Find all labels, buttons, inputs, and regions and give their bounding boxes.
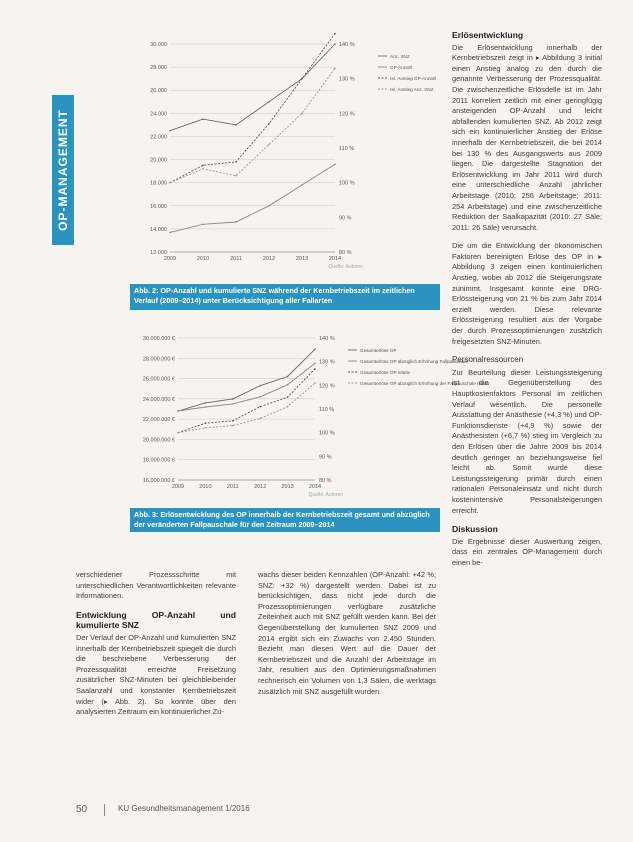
data-point <box>205 422 207 424</box>
y-tick-label: 18.000 <box>150 180 167 187</box>
text-column-right <box>452 30 602 800</box>
data-point <box>232 403 234 405</box>
y2-tick-label: 140 % <box>339 42 355 48</box>
y-tick-label: 20.000.000 € <box>142 437 175 444</box>
data-point <box>287 396 289 398</box>
y-tick-label: 26.000.000 € <box>142 376 175 383</box>
data-point <box>301 184 303 186</box>
section-tab: OP-MANAGEMENT <box>52 95 74 245</box>
legend-entry: Gesamterlöse OP abzüglich Erhöhung der Fallpauschale relativ <box>360 381 490 386</box>
page-number: 50 <box>76 804 88 815</box>
x-tick-label: 2014 <box>328 256 342 262</box>
y-tick-label: 18.000.000 € <box>142 457 175 464</box>
x-tick-label: 2014 <box>308 484 322 490</box>
data-point <box>301 113 303 115</box>
y-tick-label: 16.000 <box>150 203 167 210</box>
y-tick-label: 24.000.000 € <box>142 396 175 403</box>
paragraph: Die Ergebnisse dieser Auswertung zeigen, dass ein zentrales OP-Management durch einen be- <box>452 536 602 567</box>
y-tick-label: 16.000.000 € <box>142 478 175 484</box>
data-point <box>259 406 261 408</box>
series-line-2 <box>170 164 335 232</box>
data-point <box>202 223 204 225</box>
data-point <box>177 410 179 412</box>
y2-tick-label: 130 % <box>319 359 335 366</box>
paragraph: Die um die Entwicklung der ökonomischen Faktoren bereinigten Erlöse des OP in ▸ Abbildung 3 zeigen einen kontinuierlichen Anstieg, wobei ab 2012 die Steigerungsrate zunimmt. Insgesamt konnte eine DRG-Erlössteigerung von 21 % bis zum Jahr 2014 erzielt werden. Diese relevante Erlössteigerung resultiert aus der Vorgabe der durch Prozessoptimierungen zusätzlich freigesetzten SNZ-Minuten. <box>452 241 602 346</box>
y2-tick-label: 100 % <box>339 180 355 187</box>
figure-caption-3: Abb. 3: Erlösentwicklung des OP innerhalb der Kernbetriebszeit gesamt und abzüglich der veränderten Fallpauschale für den Zeitraum 2009–2014 <box>130 508 440 532</box>
data-point <box>202 118 204 120</box>
data-point <box>259 396 261 398</box>
data-point <box>169 232 171 234</box>
x-tick-label: 2012 <box>254 484 267 490</box>
series-line-2 <box>178 363 315 411</box>
legend-entry: Gesamterlöse OP abzüglich Erhöhung Fallpauschale <box>360 359 468 364</box>
data-point <box>232 420 234 422</box>
data-point <box>235 124 237 126</box>
y-tick-label: 30.000 <box>150 42 167 48</box>
figure-caption-2: Abb. 2: OP-Anzahl und kumulierte SNZ während der Kernbetriebszeit im zeitlichen Verlauf (2009–2014) unter Berücksichtigung aller Fallarten <box>130 284 440 310</box>
data-point <box>202 168 204 170</box>
x-tick-label: 2012 <box>262 256 276 262</box>
data-point <box>169 182 171 184</box>
y-tick-label: 28.000.000 € <box>142 356 175 363</box>
data-point <box>314 363 316 365</box>
section-heading: Diskussion <box>452 524 498 535</box>
paragraph: Die Erlösentwicklung innerhalb der Kernbetriebszeit zeigt in ▸ Abbildung 3 initial einen Anstieg analog zu den durch die genannte Verbesserung der Prozessqualität. Die zwischenzeitliche Erlösdelle ist im Jahr 2011 korreliert zeitlich mit einer geringfügig ansteigenden OP-Anzahl und leicht abfallenden kumulierten SNZ. Ab 2012 zeigt sich ein kontinuierlicher Anstieg der Erlöse innerhalb der Kernbetriebszeit, die bei 2014 bei 130 % des Ausgangswerts aus 2009 liegen. Die dargestellte Stagnation der Erlösentwicklung im Jahr 2011 wird durch eine unterschiedliche Anzahl jährlicher Arbeitstage (2010: 256 Arbeitstage; 2011: 254 Arbeitstage) und eine zwischenzeitliche Reduktion der Saalkapazität (2010: 27 Säle; 2011: 26 Säle) verursacht. <box>452 42 602 232</box>
source-note: Quelle: Autoren <box>308 492 343 498</box>
legend-entry: OP-Anzahl <box>390 65 413 70</box>
legend-entry: Gesamterlöse OP relativ <box>360 370 410 375</box>
x-tick-label: 2010 <box>196 256 210 262</box>
y2-tick-label: 110 % <box>339 146 355 152</box>
y-tick-label: 12.000 <box>150 250 167 256</box>
paragraph: Zur Beurteilung dieser Leistungssteigerung ist die Gegenüberstellung des Hauptkostenfaktors Personal im zeitlichen Verlauf wesentlich. Die personelle Ausstattung der Anästhesie (+4,3 %) und OP-Funktionsdienste (+4,9 %) sowie der Anästhesisten (+6,7 %) stieg im Vergleich zu den Erlösen über die Jahre 2009 bis 2014 deutlich geringer an beziehungsweise fiel leicht ab. Somit wurde diese Leistungssteigerung primär durch einen rationalen Personaleinsatz und nicht durch kostenintensive Personalsteigerungen erreicht. <box>452 367 602 515</box>
footer-divider <box>104 804 105 816</box>
x-tick-label: 2013 <box>295 256 309 262</box>
data-point <box>268 205 270 207</box>
legend-entry: rel. Anstieg Anz. SNZ <box>390 87 434 92</box>
data-point <box>169 130 171 132</box>
paragraph: verschiedener Prozessschritte mit unterschiedlichen Verantwortlichkeiten relevante Informationen. <box>76 570 236 601</box>
data-point <box>334 67 336 69</box>
y2-tick-label: 120 % <box>339 111 355 118</box>
legend-entry: Anz. SNZ <box>390 54 410 59</box>
data-point <box>301 78 303 80</box>
data-point <box>334 33 336 35</box>
y2-tick-label: 80 % <box>319 478 332 484</box>
journal-name: KU Gesundheitsmanagement 1/2016 <box>118 804 250 813</box>
y-tick-label: 30.000.000 € <box>142 336 175 342</box>
y-tick-label: 22.000.000 € <box>142 417 175 424</box>
section-heading: Erlösentwicklung <box>452 30 524 40</box>
y2-tick-label: 100 % <box>319 430 335 437</box>
y-tick-label: 14.000 <box>150 226 167 233</box>
x-tick-label: 2009 <box>163 256 177 262</box>
legend-entry: Gesamterlöse OP <box>360 348 397 353</box>
data-point <box>202 165 204 167</box>
data-point <box>235 161 237 163</box>
series-line-4 <box>170 68 335 182</box>
y-tick-label: 20.000 <box>150 157 167 164</box>
data-point <box>334 43 336 45</box>
subsection-heading: Personalressourcen <box>452 355 524 365</box>
x-tick-label: 2009 <box>171 484 185 490</box>
data-point <box>314 368 316 370</box>
data-point <box>268 101 270 103</box>
data-point <box>314 382 316 384</box>
data-point <box>232 425 234 427</box>
y2-tick-label: 90 % <box>319 454 332 461</box>
data-point <box>268 144 270 146</box>
x-tick-label: 2011 <box>226 484 239 490</box>
data-point <box>259 418 261 420</box>
section-heading: Entwicklung OP-Anzahl und kumulierte SNZ <box>76 609 236 631</box>
y-tick-label: 24.000 <box>150 111 167 118</box>
data-point <box>287 384 289 386</box>
data-point <box>287 376 289 378</box>
y-tick-label: 22.000 <box>150 134 167 141</box>
chart-op-anzahl-snz <box>130 36 440 282</box>
y-tick-label: 28.000 <box>150 65 167 72</box>
x-tick-label: 2013 <box>281 484 294 490</box>
data-point <box>177 432 179 434</box>
text-column-left <box>76 570 236 795</box>
y2-tick-label: 90 % <box>339 215 352 222</box>
data-point <box>334 163 336 165</box>
data-point <box>205 427 207 429</box>
data-point <box>235 175 237 177</box>
paragraph: wachs dieser beiden Kennzahlen (OP-Anzahl: +42 %; SNZ: +32 %) dargestellt werden. Dabei ist zu berücksichtigen, dass nicht jede durch die Prozessoptimierungen verfügbare zusätzliche Zeiteinheit auch mit SNZ gefüllt werden kann. Bei der Gegenüberstellung der kumulierten SNZ 2009 und 2014 ergibt sich ein Zuwachs von 2.450 Stunden. Bezieht man diesen Wert auf die Dauer der Kernbetriebszeit und die Anzahl der Arbeitstage im Jahr, resultiert aus den Optimierungsmaßnahmen rechnerisch ein Volumen von 1,3 Sälen, die werktags zusätzlich mit SNZ ausgefüllt wurden. <box>258 570 436 696</box>
paragraph: Der Verlauf der OP-Anzahl und kumulierten SNZ innerhalb der Kernbetriebszeit spiegelt die durch die beschriebene Verbesserung der Prozessqualität erreichte Freisetzung zusätzlicher SNZ-Minuten bei gleichbleibender Saalanzahl und konstanter Kernbetriebszeit wider (▸ Abb. 2). So konnte über den analysierten Zeitraum ein kontinuierlicher Zu- <box>76 632 236 717</box>
series-line-1 <box>170 44 335 131</box>
y2-tick-label: 140 % <box>319 336 335 342</box>
data-point <box>205 402 207 404</box>
data-point <box>235 221 237 223</box>
x-tick-label: 2011 <box>230 256 242 262</box>
data-point <box>259 385 261 387</box>
y-tick-label: 26.000 <box>150 88 167 95</box>
data-point <box>232 398 234 400</box>
text-column-middle <box>258 570 436 795</box>
data-point <box>287 406 289 408</box>
y2-tick-label: 130 % <box>339 76 355 83</box>
y2-tick-label: 80 % <box>339 250 352 256</box>
data-point <box>205 406 207 408</box>
source-note: Quelle: Autoren <box>328 264 363 270</box>
y2-tick-label: 110 % <box>319 407 335 413</box>
data-point <box>314 348 316 350</box>
y2-tick-label: 120 % <box>319 383 335 390</box>
data-point <box>268 123 270 125</box>
x-tick-label: 2010 <box>199 484 212 490</box>
legend-entry: rel. Anstieg OP-Anzahl <box>390 76 437 81</box>
